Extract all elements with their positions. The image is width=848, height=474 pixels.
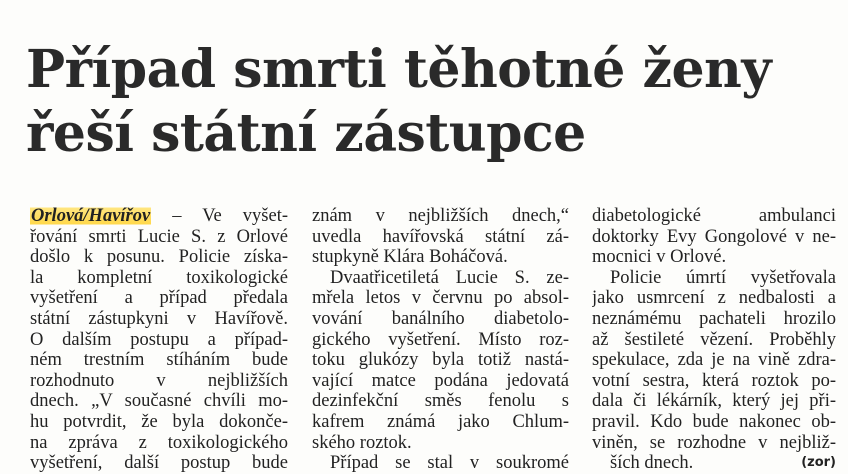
column-line: neznámému pachateli hrozilo: [592, 308, 836, 329]
column-line: Dvaatřicetiletá Lucie S. ze-: [330, 267, 569, 288]
column-line: vající matce podána jedovatá: [312, 370, 569, 391]
column-line: diabetologické ambulanci: [592, 206, 836, 226]
column-line: ského roztok.: [312, 432, 412, 453]
column-line: dnech. „V současné chvíli mo-: [30, 391, 288, 412]
column-line: Orlová/Havířov – Ve vyšet-: [31, 206, 288, 226]
author-signature: (zor): [801, 455, 836, 471]
column-line: spekulace, zda je na vině zdra-: [592, 350, 836, 371]
column-line: votní sestra, která roztok po-: [592, 370, 836, 391]
article-column-1: [30, 206, 288, 474]
column-line: řování smrti Lucie S. z Orlové: [30, 226, 288, 247]
column-line: ném trestním stíháním bude: [30, 350, 288, 371]
column-line: mocnici v Orlové.: [592, 247, 727, 268]
headline-line-2: řeší státní zástupce: [26, 103, 586, 164]
column-line: pravil. Kdo bude nakonec ob-: [592, 411, 836, 432]
column-line: Případ se stal v soukromé: [330, 453, 569, 474]
column-line: gického vyšetření. Místo roz-: [312, 329, 569, 350]
column-line: rozhodnuto v nejbližších: [30, 370, 288, 391]
column-line: Policie úmrtí vyšetřovala: [610, 267, 836, 288]
column-line: znám v nejbližších dnech,“: [312, 206, 569, 226]
column-line: la kompletní toxikologické: [30, 267, 288, 288]
column-line: státní zástupkyni v Havířově.: [30, 308, 288, 329]
column-line: O dalším postupu a případ-: [30, 329, 288, 350]
column-line: došlo k posunu. Policie získa-: [30, 247, 288, 268]
article-column-2: [312, 206, 569, 474]
column-line: stupkyně Klára Boháčová.: [312, 247, 508, 268]
column-line: mřela letos v červnu po absol-: [312, 288, 569, 309]
column-line: až šestileté vězení. Proběhly: [592, 329, 836, 350]
column-line: jako usmrcení z nedbalosti a: [592, 288, 836, 309]
headline-line-1: Případ smrti těhotné ženy: [26, 39, 772, 100]
dateline-highlight: Orlová/Havířov: [31, 206, 151, 226]
column-line: hu potvrdit, že byla dokonče-: [30, 411, 288, 432]
column-line: ších dnech. (zor): [610, 453, 836, 474]
column-line: vyšetření a případ předala: [30, 288, 288, 309]
article-column-3: [592, 206, 836, 474]
column-line: vování banálního diabetolo-: [312, 308, 569, 329]
headline: [26, 38, 826, 166]
column-line: vyšetření, další postup bude: [30, 453, 288, 474]
column-line: na zpráva z toxikologického: [30, 432, 288, 453]
column-line: kafrem známá jako Chlum-: [312, 411, 569, 432]
column-line: dezinfekční směs fenolu s: [312, 391, 569, 412]
column-line: uvedla havířovská státní zá-: [312, 226, 569, 247]
column-line: viněn, se rozhodne v nejbliž-: [592, 432, 836, 453]
column-line: dala či lékárník, který jej při-: [592, 391, 836, 412]
column-line: doktorky Evy Gongolové v ne-: [592, 226, 836, 247]
column-line: toku glukózy byla totiž nastá-: [312, 350, 569, 371]
